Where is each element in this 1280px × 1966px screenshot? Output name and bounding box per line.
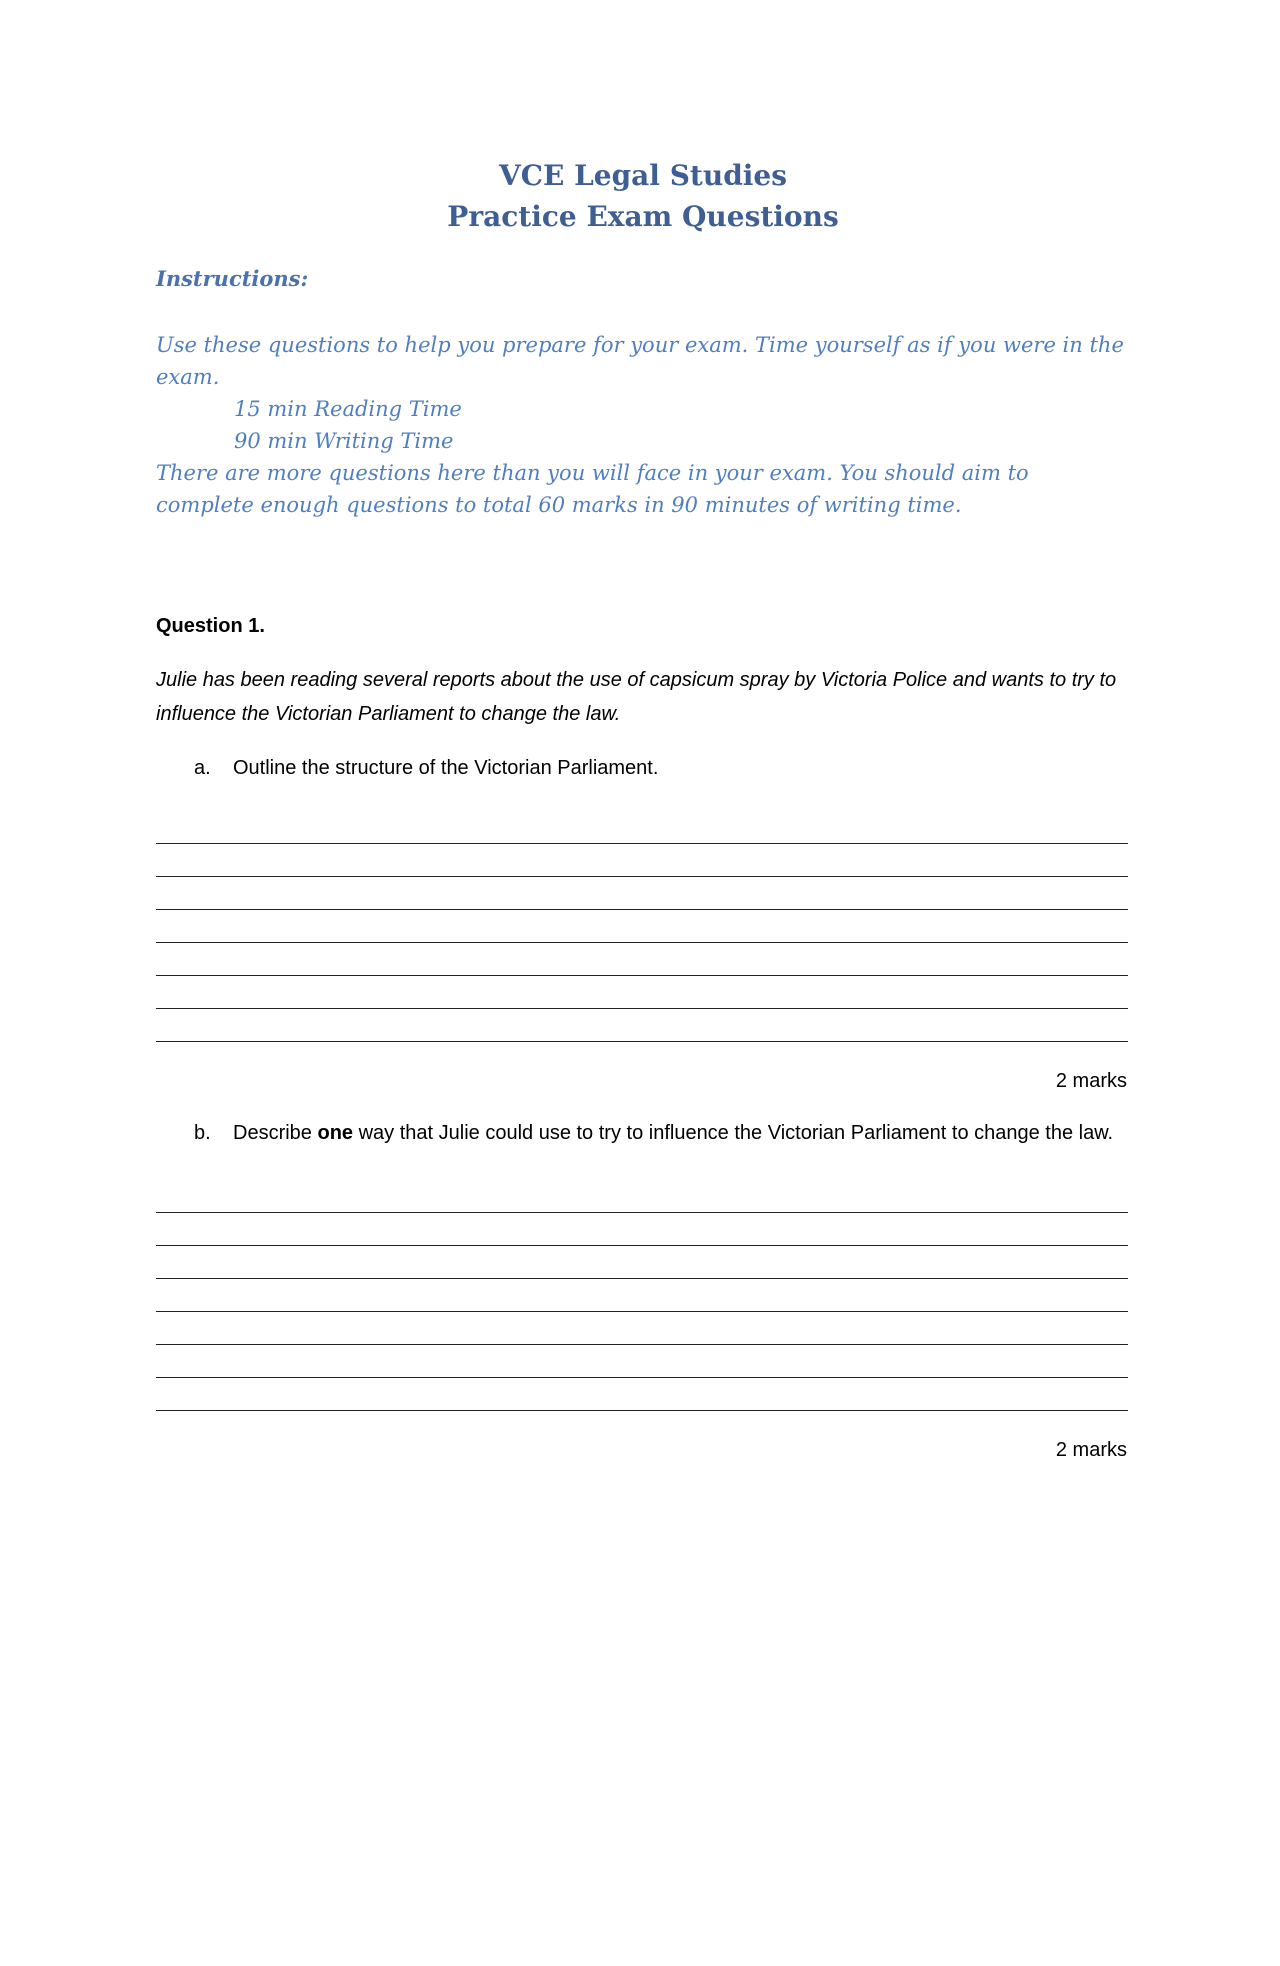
part-b-text — [233, 1116, 1130, 1150]
answer-line — [156, 1213, 1128, 1246]
part-b-text-bold: one — [317, 1122, 354, 1144]
title-line-1: VCE Legal Studies — [498, 159, 787, 192]
answer-line — [156, 1246, 1128, 1279]
answer-line — [156, 811, 1128, 844]
question-title: Question 1. — [156, 615, 265, 637]
answer-line — [156, 877, 1128, 910]
answer-line — [156, 1180, 1128, 1213]
part-a-text: Outline the structure of the Victorian Parliament. — [233, 757, 659, 779]
document-title — [156, 155, 1130, 237]
instructions-line-1: Use these questions to help you prepare for your exam. Time yourself as if you were in the exam. — [156, 333, 1124, 389]
writing-time: 90 min Writing Time — [234, 429, 454, 453]
reading-time: 15 min Reading Time — [234, 397, 462, 421]
part-b-marks: 2 marks — [1055, 1439, 1127, 1461]
answer-line — [156, 844, 1128, 877]
answer-line — [156, 943, 1128, 976]
part-b-text-before: Describe — [233, 1122, 318, 1144]
answer-line — [156, 910, 1128, 943]
answer-line — [156, 1378, 1128, 1411]
part-b-label: b. — [194, 1122, 211, 1144]
part-b-text-after: way that Julie could use to try to influence the Victorian Parliament to change the law. — [353, 1122, 1114, 1144]
answer-line — [156, 976, 1128, 1009]
part-b — [156, 1116, 1130, 1150]
instructions-heading: Instructions: — [156, 266, 309, 291]
answer-line — [156, 1345, 1128, 1378]
document-page — [0, 155, 1280, 1966]
title-line-2: Practice Exam Questions — [447, 200, 839, 233]
instructions-line-2: There are more questions here than you will face in your exam. You should aim to complete enough questions to total 60 marks in 90 minutes of writing time. — [156, 461, 1029, 517]
question-stem: Julie has been reading several reports about the use of capsicum spray by Victoria Police and wants to try to influence the Victorian Parliament to change the law. — [156, 669, 1117, 725]
part-a — [156, 751, 1130, 785]
answer-line — [156, 1009, 1128, 1042]
question-1 — [156, 611, 1130, 1465]
answer-line — [156, 1279, 1128, 1312]
part-a-label: a. — [194, 757, 211, 779]
answer-line — [156, 1312, 1128, 1345]
answer-area-a[interactable] — [156, 811, 1130, 1042]
instructions-body — [156, 329, 1130, 521]
answer-area-b[interactable] — [156, 1180, 1130, 1411]
part-a-marks: 2 marks — [1055, 1070, 1127, 1092]
